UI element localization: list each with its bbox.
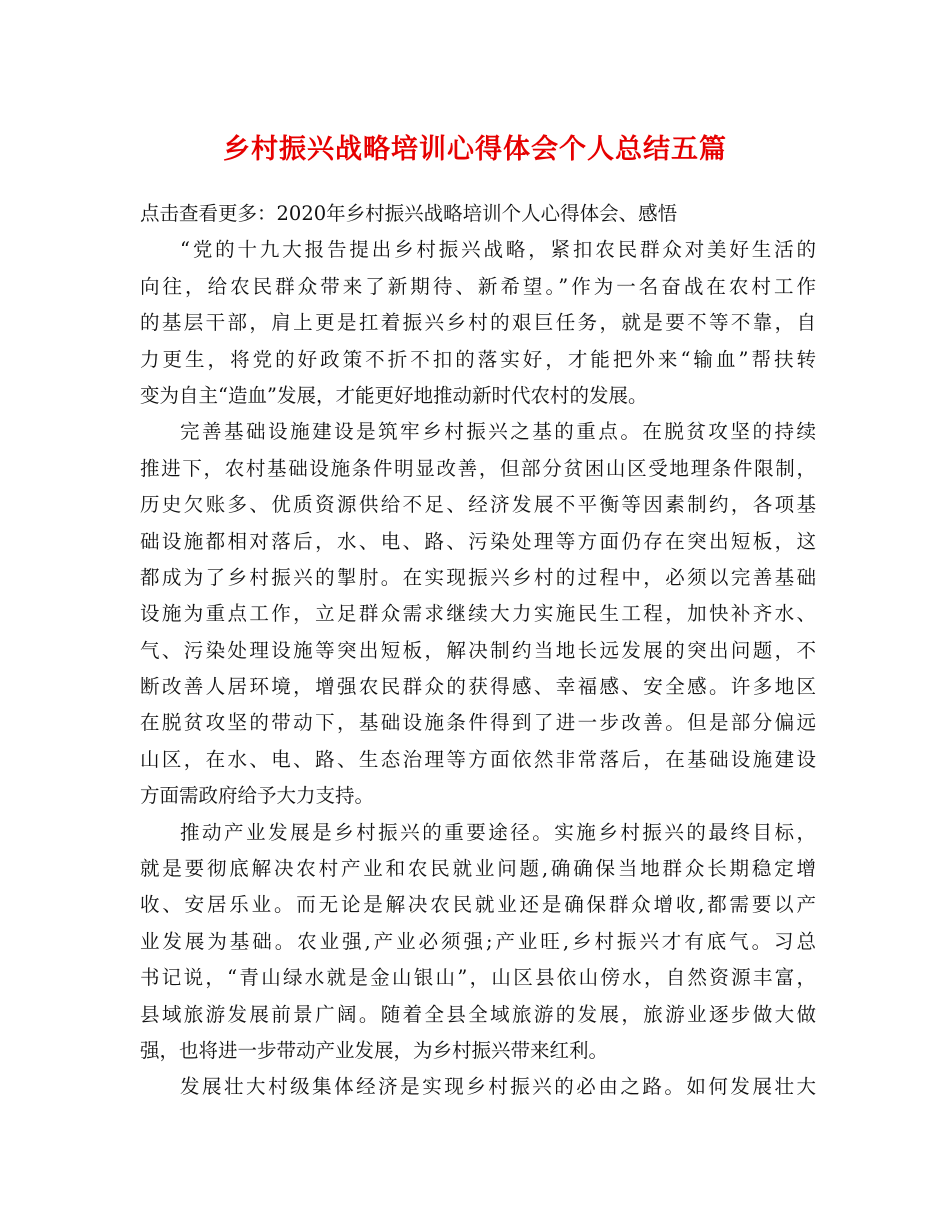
text-line: 推进下，农村基础设施条件明显改善，但部分贫困山区受地理条件限制， [140,456,816,480]
text-line: 县域旅游发展前景广阔。随着全县全域旅游的发展，旅游业逐步做大做 [140,1002,816,1026]
text-line: 变为自主“造血”发展，才能更好地推动新时代农村的发展。 [140,383,648,407]
text-line: 山区，在水、电、路、生态治理等方面依然非常落后，在基础设施建设 [140,747,816,771]
text-line: 断改善人居环境，增强农民群众的获得感、幸福感、安全感。许多地区 [140,675,816,699]
text-line: 发展壮大村级集体经济是实现乡村振兴的必由之路。如何发展壮大 [180,1075,816,1099]
text-line: 力更生，将党的好政策不折不扣的落实好，才能把外来“输血”帮扶转 [140,347,816,371]
text-line: 在脱贫攻坚的带动下，基础设施条件得到了进一步改善。但是部分偏远 [140,711,816,735]
text-line: 就是要彻底解决农村产业和农民就业问题,确确保当地群众长期稳定增 [140,857,816,881]
document-title: 乡村振兴战略培训心得体会个人总结五篇 [223,134,727,165]
text-line: 的基层干部，肩上更是扛着振兴乡村的艰巨任务，就是要不等不靠，自 [140,311,816,335]
document-body [140,196,816,1106]
text-line: “党的十九大报告提出乡村振兴战略，紧扣农民群众对美好生活的 [180,238,816,262]
text-line: 书记说，“青山绿水就是金山银山”，山区县依山傍水，自然资源丰富， [140,966,816,990]
text-line: 完善基础设施建设是筑牢乡村振兴之基的重点。在脱贫攻坚的持续 [180,420,816,444]
text-line: 础设施都相对落后，水、电、路、污染处理等方面仍存在突出短板，这 [140,529,816,553]
text-line: 设施为重点工作，立足群众需求继续大力实施民生工程，加快补齐水、 [140,602,816,626]
text-line: 收、安居乐业。而无论是解决农民就业还是确保群众增收,都需要以产 [140,893,816,917]
text-line: 强，也将进一步带动产业发展，为乡村振兴带来红利。 [140,1038,609,1062]
text-line: 业发展为基础。农业强,产业必须强;产业旺,乡村振兴才有底气。习总 [140,929,816,953]
text-line: 向往，给农民群众带来了新期待、新希望。”作为一名奋战在农村工作 [140,274,816,298]
text-line: 推动产业发展是乡村振兴的重要途径。实施乡村振兴的最终目标， [180,820,816,844]
text-line: 方面需政府给予大力支持。 [140,784,375,808]
text-line: 历史欠账多、优质资源供给不足、经济发展不平衡等因素制约，各项基 [140,493,816,517]
text-line: 气、污染处理设施等突出短板，解决制约当地长远发展的突出问题，不 [140,638,816,662]
text-line: 点击查看更多：2020年乡村振兴战略培训个人心得体会、感悟 [140,202,678,225]
text-line: 都成为了乡村振兴的掣肘。在实现振兴乡村的过程中，必须以完善基础 [140,565,816,589]
